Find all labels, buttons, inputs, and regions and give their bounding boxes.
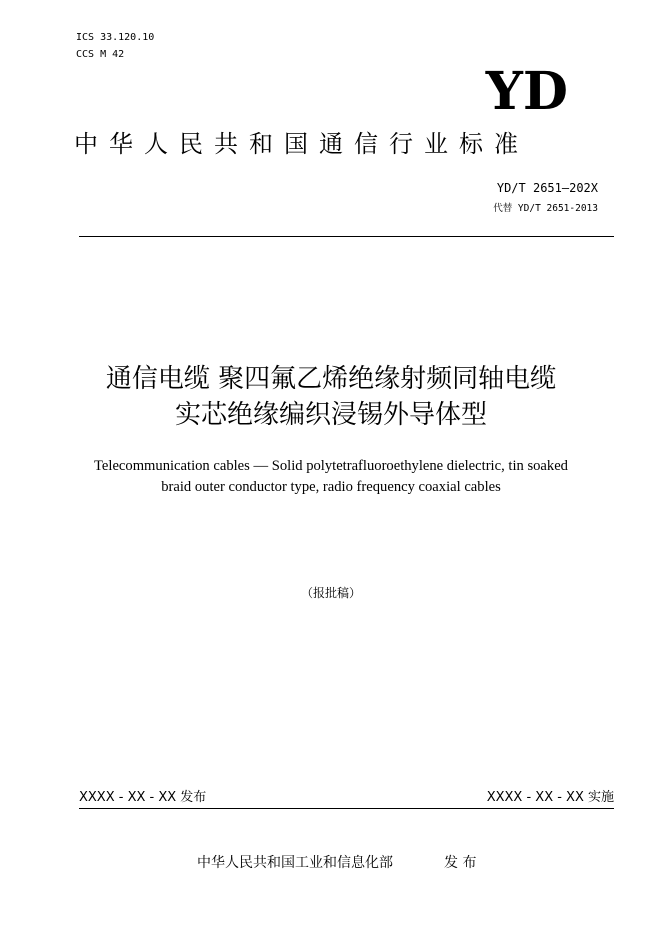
publish-date: XXXX - XX - XX 发布 bbox=[79, 790, 207, 805]
issuing-authority: 中华人民共和国工业和信息化部 bbox=[197, 855, 393, 871]
footer-divider bbox=[79, 808, 614, 809]
implement-date: XXXX - XX - XX 实施 bbox=[486, 790, 614, 805]
document-title-en-line2: braid outer conductor type, radio frequency coaxial cables bbox=[161, 479, 501, 495]
ccs-code: CCS M 42 bbox=[76, 49, 125, 60]
document-title-en-line1: Telecommunication cables — Solid polytetrafluoroethylene dielectric, tin soaked bbox=[94, 458, 568, 474]
yd-logo: YD bbox=[485, 61, 568, 122]
document-title-cn-line2: 实芯绝缘编织浸锡外导体型 bbox=[174, 400, 487, 430]
standard-category-title: 中华人民共和国通信行业标准 bbox=[74, 130, 529, 158]
draft-status: （报批稿） bbox=[300, 586, 361, 600]
document-title-cn-line1: 通信电缆 聚四氟乙烯绝缘射频同轴电缆 bbox=[105, 364, 557, 394]
standard-number: YD/T 2651—202X bbox=[496, 181, 598, 195]
header-divider bbox=[79, 236, 614, 237]
replaces-standard: 代替 YD/T 2651-2013 bbox=[493, 203, 598, 214]
issue-label: 发 布 bbox=[444, 855, 477, 871]
ics-code: ICS 33.120.10 bbox=[76, 32, 155, 43]
